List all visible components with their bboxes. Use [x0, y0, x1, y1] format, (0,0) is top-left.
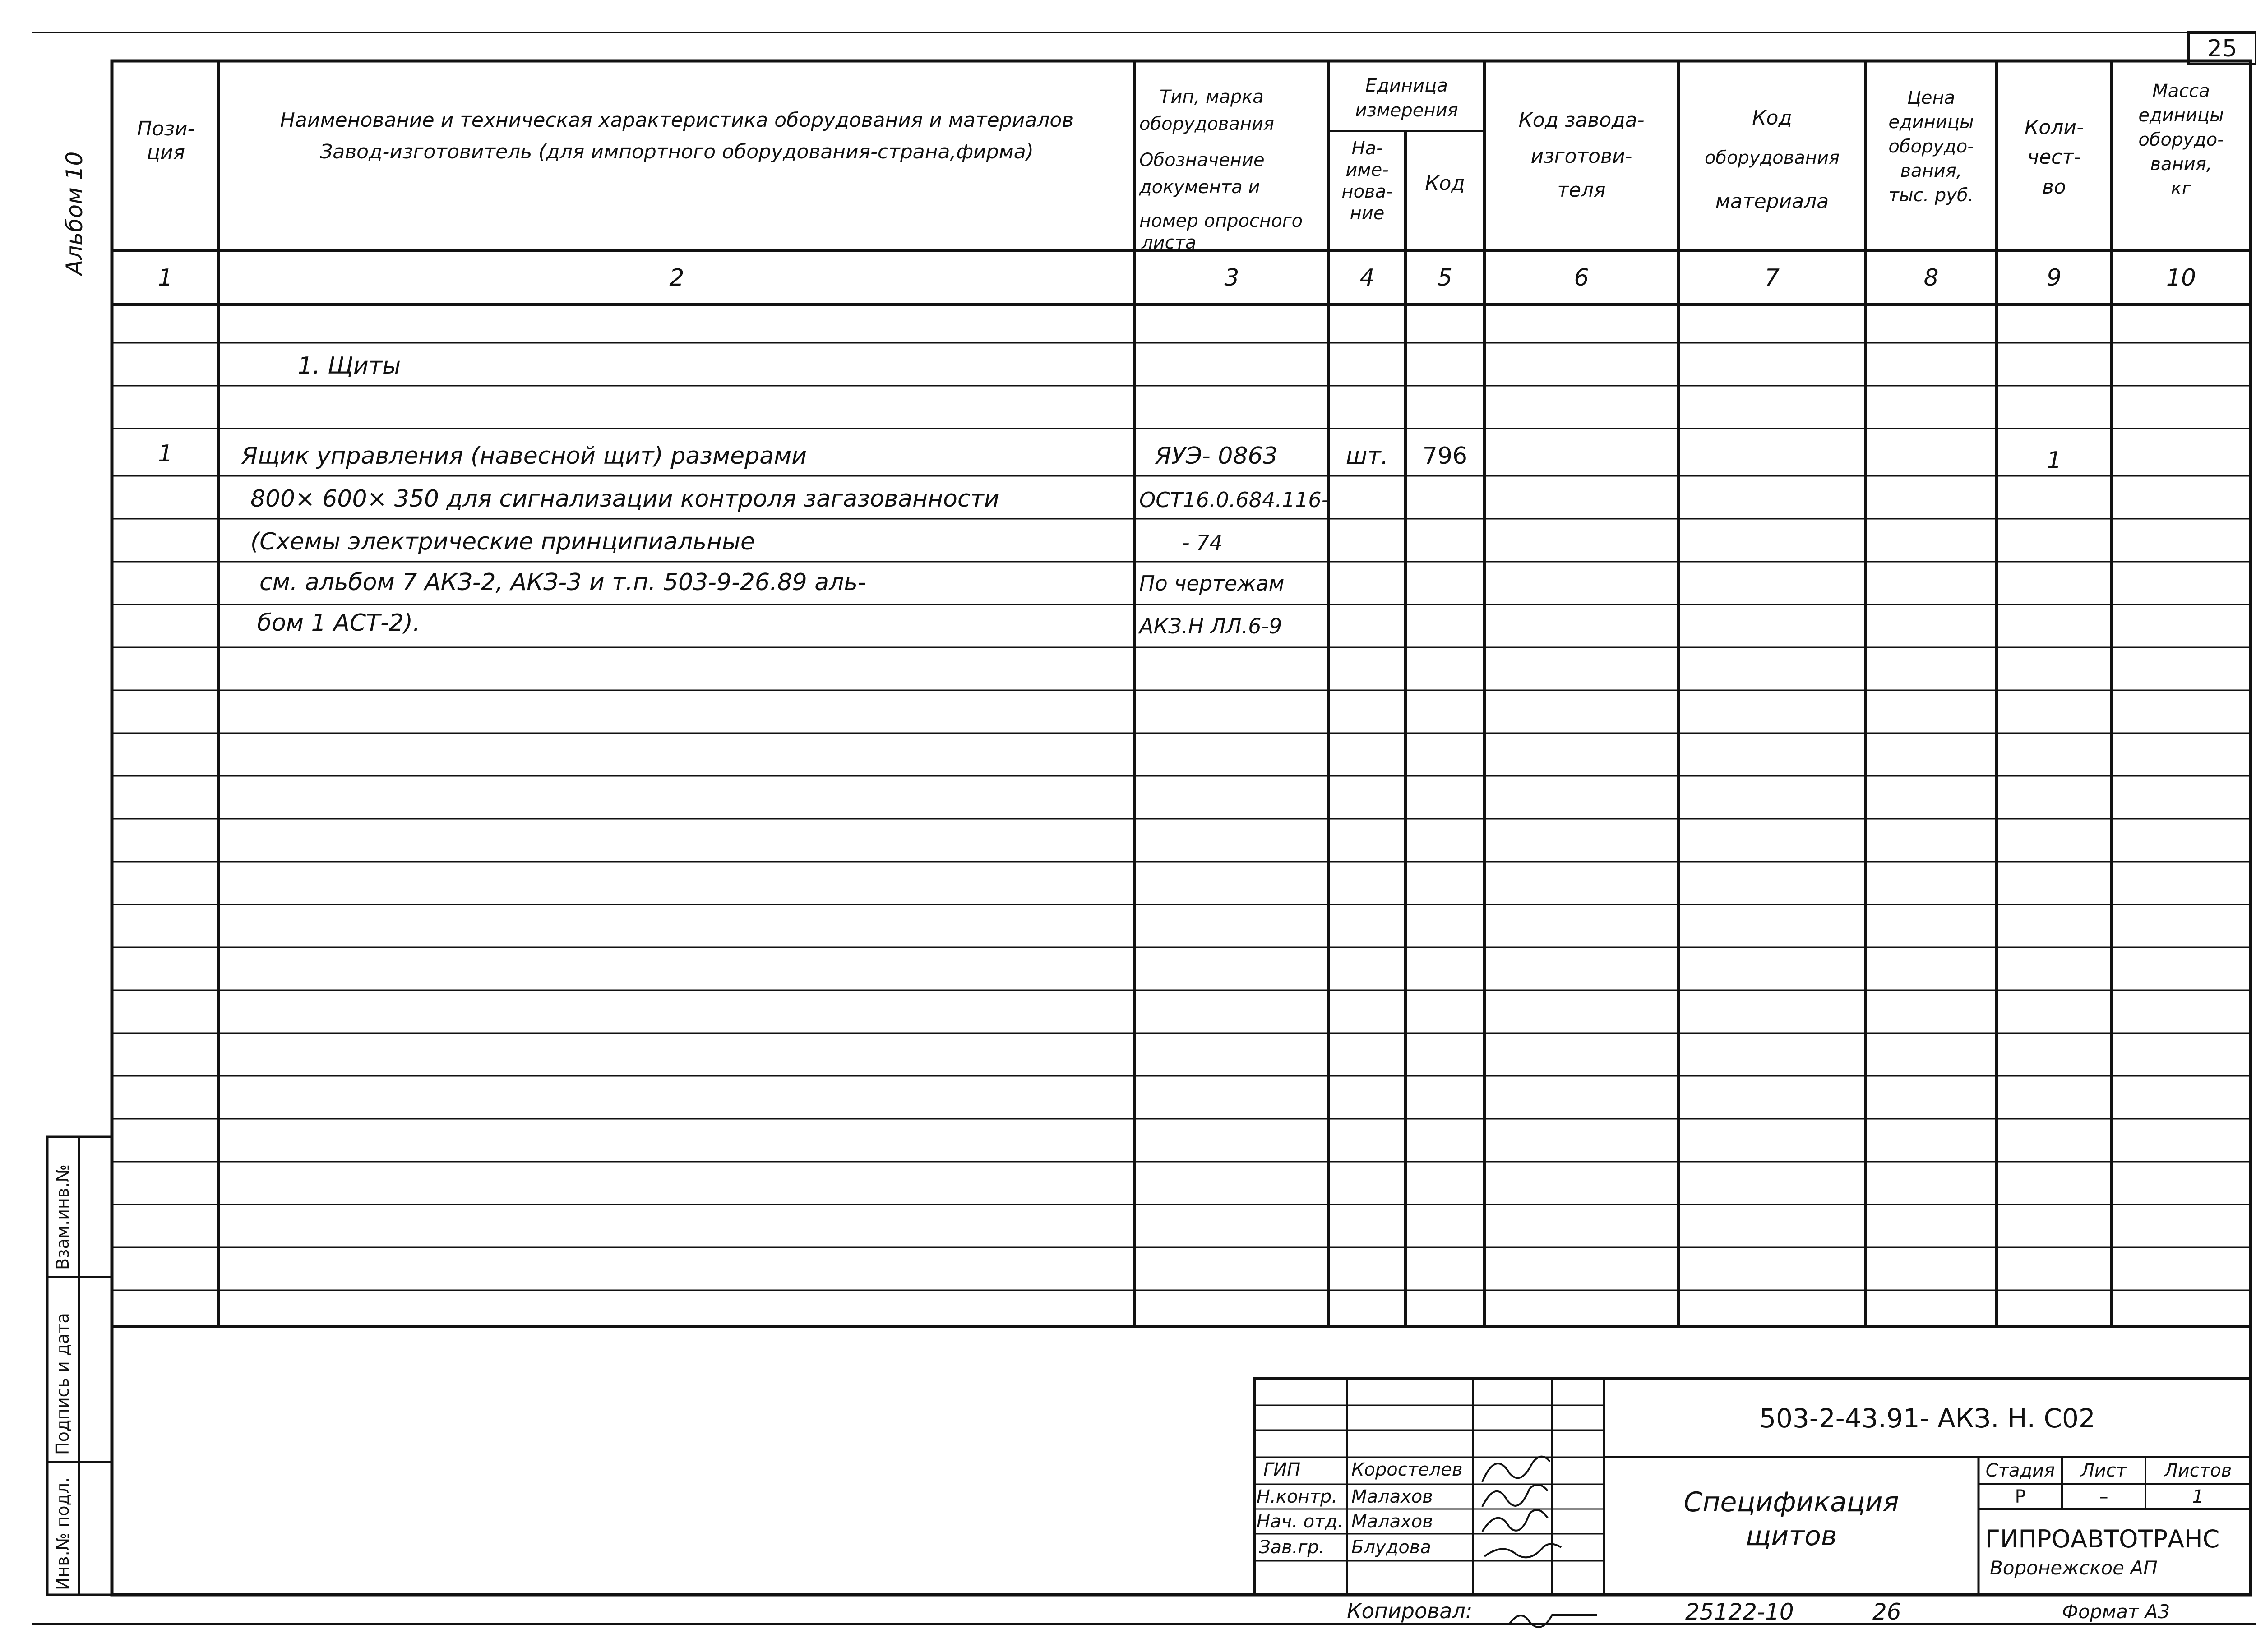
header-factory-l3: теля — [1557, 179, 1606, 202]
stage-label: Стадия — [1985, 1460, 2055, 1481]
sig-name-1: Коростелев — [1351, 1459, 1463, 1480]
stage-value: Р — [2015, 1486, 2026, 1507]
doc-code: 503-2-43.91- АКЗ. Н. С02 — [1759, 1403, 2095, 1434]
item-name-line4: см. альбом 7 АКЗ-2, АКЗ-3 и т.п. 503-9-26.89 аль- — [259, 569, 866, 596]
header-type-l6: листа — [1142, 232, 1197, 253]
header-code-l3: материала — [1715, 190, 1829, 213]
item-name-line5: бом 1 АСТ-2). — [257, 609, 421, 637]
sig-name-3: Малахов — [1351, 1511, 1433, 1532]
colnum-6: 6 — [1574, 264, 1589, 291]
item-type-line1: ЯУЭ- 0863 — [1155, 443, 1278, 470]
header-unit-name: На- име- нова- ние — [1341, 138, 1393, 224]
stamp-inv-orig: Инв.№ подл. — [53, 1477, 73, 1590]
header-type-l2: оборудования — [1139, 114, 1275, 134]
header-quantity: Коли- чест- во — [2025, 116, 2084, 198]
item-unit-code: 796 — [1422, 443, 1468, 470]
header-unit-l2: измерения — [1355, 100, 1458, 121]
header-factory-l1: Код завода- — [1518, 109, 1645, 132]
header-type-l4: документа и — [1139, 177, 1260, 198]
org-branch: Воронежское АП — [1990, 1557, 2158, 1579]
colnum-1: 1 — [157, 264, 173, 291]
header-type-l3: Обозначение — [1139, 150, 1265, 171]
header-price: Цена единицы оборудо- вания, тыс. руб. — [1888, 88, 1974, 206]
sheet-number: 25 — [2207, 35, 2238, 62]
header-mass: Масса единицы оборудо- вания, кг — [2138, 81, 2224, 199]
header-code-l2: оборудования — [1704, 148, 1840, 168]
header-code-l1: Код — [1752, 106, 1792, 129]
item-quantity: 1 — [2046, 447, 2062, 474]
item-unit: шт. — [1345, 443, 1389, 470]
sig-name-4: Блудова — [1351, 1537, 1431, 1558]
colnum-10: 10 — [2166, 264, 2196, 291]
colnum-5: 5 — [1437, 264, 1453, 291]
colnum-9: 9 — [2046, 264, 2062, 291]
doc-title-line2: щитов — [1745, 1520, 1837, 1552]
header-unit-code: Код — [1425, 172, 1465, 195]
sheets-label: Листов — [2164, 1460, 2232, 1481]
item-name-line1: Ящик управления (навесной щит) размерами — [241, 443, 807, 470]
header-type-l5: номер опросного — [1139, 211, 1303, 231]
sig-role-4: Зав.гр. — [1259, 1537, 1325, 1558]
item-position: 1 — [157, 440, 173, 467]
header-name-line2: Завод-изготовитель (для импортного оборудования-страна,фирма) — [320, 140, 1034, 163]
item-type-line3: - 74 — [1182, 531, 1223, 555]
sig-role-3: Нач. отд. — [1257, 1511, 1343, 1532]
stamp-sign-date: Подпись и дата — [53, 1313, 73, 1455]
sig-role-1: ГИП — [1263, 1459, 1301, 1480]
item-name-line2: 800× 600× 350 для сигнализации контроля загазованности — [250, 485, 999, 512]
item-type-line5: АКЗ.Н ЛЛ.6-9 — [1139, 614, 1282, 638]
sig-name-2: Малахов — [1351, 1486, 1433, 1507]
colnum-7: 7 — [1764, 264, 1780, 291]
colnum-3: 3 — [1224, 264, 1239, 291]
order-number: 25122-10 — [1685, 1599, 1794, 1625]
colnum-2: 2 — [669, 264, 684, 291]
header-name-line1: Наименование и техническая характеристика оборудования и материалов — [280, 109, 1074, 132]
sheets-value: 1 — [2192, 1486, 2204, 1507]
colnum-4: 4 — [1359, 264, 1375, 291]
item-name-line3: (Схемы электрические принципиальные — [250, 528, 755, 555]
item-type-line4: По чертежам — [1139, 571, 1285, 595]
section-title: 1. Щиты — [298, 352, 401, 379]
stamp-inv-replace: Взам.инв.№ — [53, 1164, 73, 1270]
colnum-8: 8 — [1923, 264, 1939, 291]
org-name: ГИПРОАВТОТРАНС — [1985, 1525, 2220, 1553]
header-position: Пози- ция — [137, 117, 195, 164]
sheet-label: Лист — [2080, 1460, 2127, 1481]
item-type-line2: ОСТ16.0.684.116- — [1139, 488, 1329, 512]
header-factory-l2: изготови- — [1530, 145, 1632, 168]
album-label: Альбом 10 — [61, 151, 88, 275]
header-type-l1: Тип, марка — [1160, 87, 1264, 107]
copied-label: Копировал: — [1347, 1599, 1473, 1623]
sig-role-2: Н.контр. — [1257, 1486, 1337, 1507]
page-count: 26 — [1872, 1599, 1901, 1625]
header-unit-l1: Единица — [1365, 75, 1448, 96]
doc-title-line1: Спецификация — [1683, 1486, 1899, 1518]
format-label: Формат А3 — [2062, 1601, 2170, 1623]
sheet-value: – — [2099, 1486, 2108, 1507]
